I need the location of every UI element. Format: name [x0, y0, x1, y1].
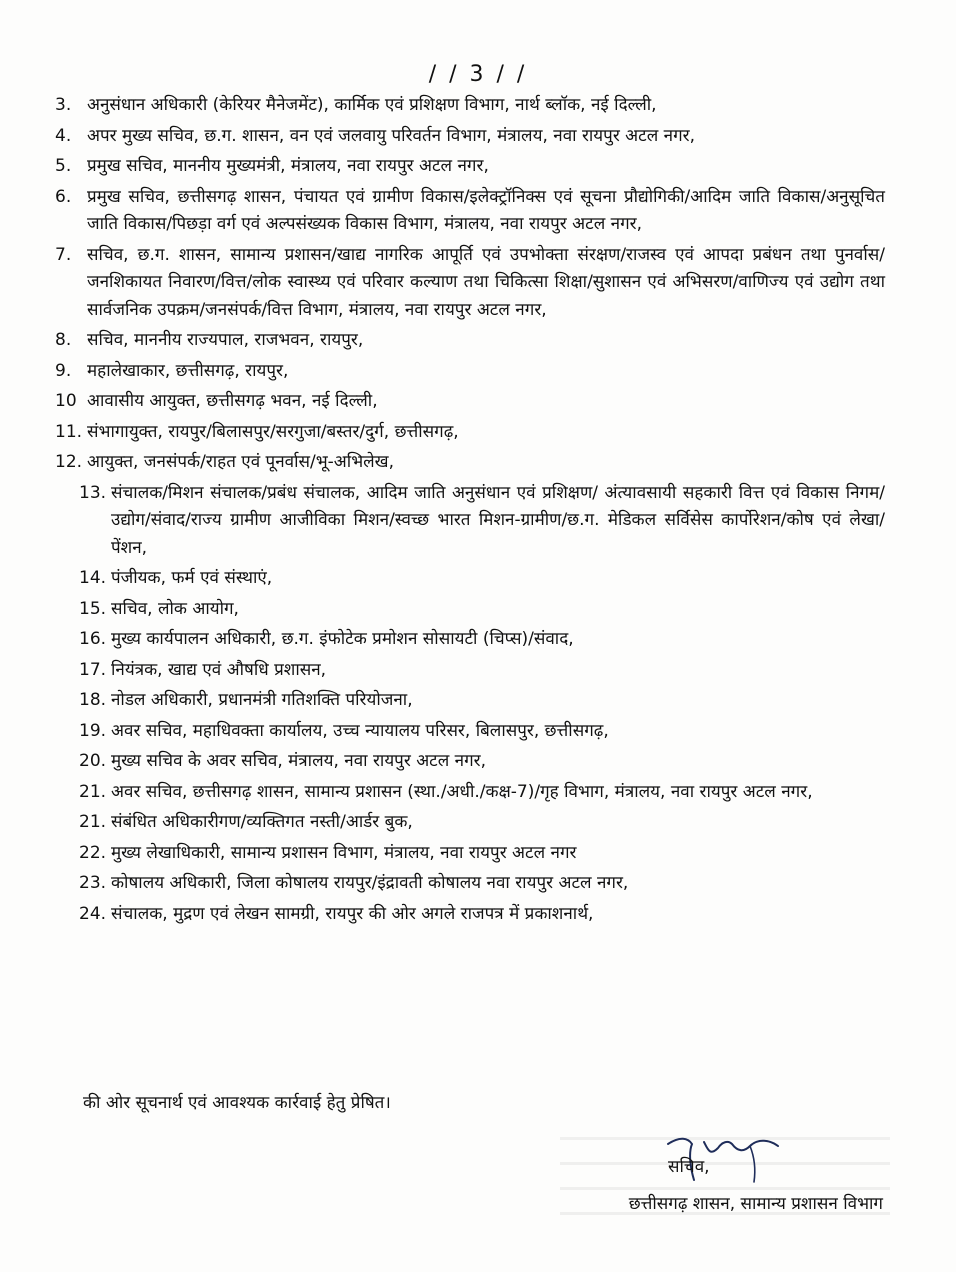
item-text: अवर सचिव, छत्तीसगढ़ शासन, सामान्य प्रशासन (स्था./अधी./कक्ष-7)/गृह विभाग, मंत्रालय, नवा रायपुर अटल नगर, — [111, 781, 813, 802]
item-text: मुख्य कार्यपालन अधिकारी, छ.ग. इंफोटेक प्रमोशन सोसायटी (चिप्स)/संवाद, — [111, 629, 574, 649]
item-text: अवर सचिव, महाधिवक्ता कार्यालय, उच्च न्यायालय परिसर, बिलासपुर, छत्तीसगढ़, — [111, 720, 609, 741]
item-number: 6. — [55, 186, 72, 207]
list-item — [55, 626, 885, 654]
distribution-list — [55, 92, 885, 931]
list-item — [55, 840, 885, 868]
item-text: मुख्य लेखाधिकारी, सामान्य प्रशासन विभाग, मंत्रालय, नवा रायपुर अटल नगर — [111, 842, 577, 863]
list-item — [55, 358, 885, 386]
item-text: नियंत्रक, खाद्य एवं औषधि प्रशासन, — [111, 659, 327, 680]
item-number: 13. — [79, 482, 107, 503]
signature-tail — [750, 1146, 755, 1182]
item-number: 24. — [79, 903, 107, 924]
item-text: संचालक, मुद्रण एवं लेखन सामग्री, रायपुर की ओर अगले राजपत्र में प्रकाशनार्थ, — [111, 903, 594, 924]
item-number: 15. — [79, 598, 107, 619]
item-text: पंजीयक, फर्म एवं संस्थाएं, — [111, 568, 273, 588]
item-number: 9. — [55, 360, 72, 381]
item-number: 4. — [55, 125, 72, 146]
item-number: 7. — [55, 244, 72, 265]
item-text: महालेखाकार, छत्तीसगढ़, रायपुर, — [87, 360, 289, 381]
list-item — [55, 565, 885, 593]
item-number: 11. — [55, 421, 83, 442]
item-text: संचालक/मिशन संचालक/प्रबंध संचालक, आदिम जाति अनुसंधान एवं प्रशिक्षण/ अंत्यावसायी सहकारी वित्त एवं विकास निगम/उद्योग/संवाद/राज्य ग्रामीण आजीविका मिशन/स्वच्छ भारत मिशन-ग्रामीण/छ.ग. मेडिकल सर्विसेस कार्पोरेशन/कोष एवं लेखा/ पेंशन, — [111, 482, 885, 558]
list-item — [55, 687, 885, 715]
list-item — [55, 748, 885, 776]
item-text: आवासीय आयुक्त, छत्तीसगढ़ भवन, नई दिल्ली, — [87, 391, 378, 411]
item-text: अनुसंधान अधिकारी (केरियर मैनेजमेंट), कार्मिक एवं प्रशिक्षण विभाग, नार्थ ब्लॉक, नई दिल्ली, — [87, 95, 657, 115]
list-item — [55, 779, 885, 807]
item-number: 21. — [79, 812, 107, 832]
item-text: आयुक्त, जनसंपर्क/राहत एवं पूनर्वास/भू-अभिलेख, — [87, 452, 394, 472]
item-text: मुख्य सचिव के अवर सचिव, मंत्रालय, नवा रायपुर अटल नगर, — [111, 751, 487, 771]
list-item — [55, 449, 885, 477]
list-item — [55, 901, 885, 929]
list-item — [55, 123, 885, 151]
signatory-title: सचिव, — [668, 1157, 710, 1177]
list-item — [55, 327, 885, 355]
item-text: नोडल अधिकारी, प्रधानमंत्री गतिशक्ति परियोजना, — [111, 690, 413, 710]
item-text: सचिव, छ.ग. शासन, सामान्य प्रशासन/खाद्य नागरिक आपूर्ति एवं उपभोक्ता संरक्षण/राजस्व एवं आपदा प्रबंधन तथा पुनर्वास/जनशिकायत निवारण/वित्त/लोक स्वास्थ्य एवं परिवार कल्याण तथा चिकित्सा शिक्षा/सुशासन एवं अभिसरण/वाणिज्य एवं उद्योग तथा सार्वजनिक उपक्रम/जनसंपर्क/वित्त विभाग, मंत्रालय, नवा रायपुर अटल नगर, — [87, 244, 885, 320]
list-item — [55, 596, 885, 624]
list-item — [55, 870, 885, 898]
item-text: सचिव, लोक आयोग, — [111, 598, 239, 619]
item-number: 19. — [79, 720, 107, 741]
item-number: 22. — [79, 842, 107, 863]
item-number: 3. — [55, 95, 72, 115]
item-number: 21. — [79, 781, 107, 802]
item-number: 12. — [55, 452, 83, 472]
item-number: 8. — [55, 330, 72, 350]
list-item — [55, 242, 885, 325]
closing-line: की ओर सूचनार्थ एवं आवश्यक कार्रवाई हेतु प्रेषित। — [83, 1093, 391, 1113]
item-text: संभागायुक्त, रायपुर/बिलासपुर/सरगुजा/बस्तर/दुर्ग, छत्तीसगढ़, — [87, 421, 459, 442]
item-text: सचिव, माननीय राज्यपाल, राजभवन, रायपुर, — [87, 330, 364, 350]
signatory-department: छत्तीसगढ़ शासन, सामान्य प्रशासन विभाग — [628, 1194, 883, 1214]
page-number: / / 3 / / — [428, 62, 528, 87]
list-item — [55, 480, 885, 563]
item-number: 10 — [55, 391, 77, 411]
item-number: 20. — [79, 751, 107, 771]
list-item — [55, 184, 885, 239]
list-item — [55, 153, 885, 181]
list-item — [55, 92, 885, 120]
item-number: 18. — [79, 690, 107, 710]
item-text: प्रमुख सचिव, माननीय मुख्यमंत्री, मंत्रालय, नवा रायपुर अटल नगर, — [87, 156, 489, 176]
item-text: अपर मुख्य सचिव, छ.ग. शासन, वन एवं जलवायु परिवर्तन विभाग, मंत्रालय, नवा रायपुर अटल नगर, — [87, 125, 696, 146]
item-number: 14. — [79, 568, 107, 588]
item-text: प्रमुख सचिव, छत्तीसगढ़ शासन, पंचायत एवं ग्रामीण विकास/इलेक्ट्रॉनिक्स एवं सूचना प्रौद्योगिकी/आदिम जाति विकास/अनुसूचित जाति विकास/पिछड़ा वर्ग एवं अल्पसंख्यक विकास विभाग, मंत्रालय, नवा रायपुर अटल नगर, — [87, 186, 885, 234]
list-item — [55, 388, 885, 416]
item-number: 5. — [55, 156, 72, 176]
item-number: 23. — [79, 873, 107, 893]
item-text: संबंधित अधिकारीगण/व्यक्तिगत नस्ती/आर्डर बुक, — [111, 812, 413, 832]
item-text: कोषालय अधिकारी, जिला कोषालय रायपुर/इंद्रावती कोषालय नवा रायपुर अटल नगर, — [111, 873, 629, 893]
list-item — [55, 718, 885, 746]
list-item — [55, 419, 885, 447]
item-number: 16. — [79, 629, 107, 649]
list-item — [55, 809, 885, 837]
list-item — [55, 657, 885, 685]
item-number: 17. — [79, 659, 107, 680]
